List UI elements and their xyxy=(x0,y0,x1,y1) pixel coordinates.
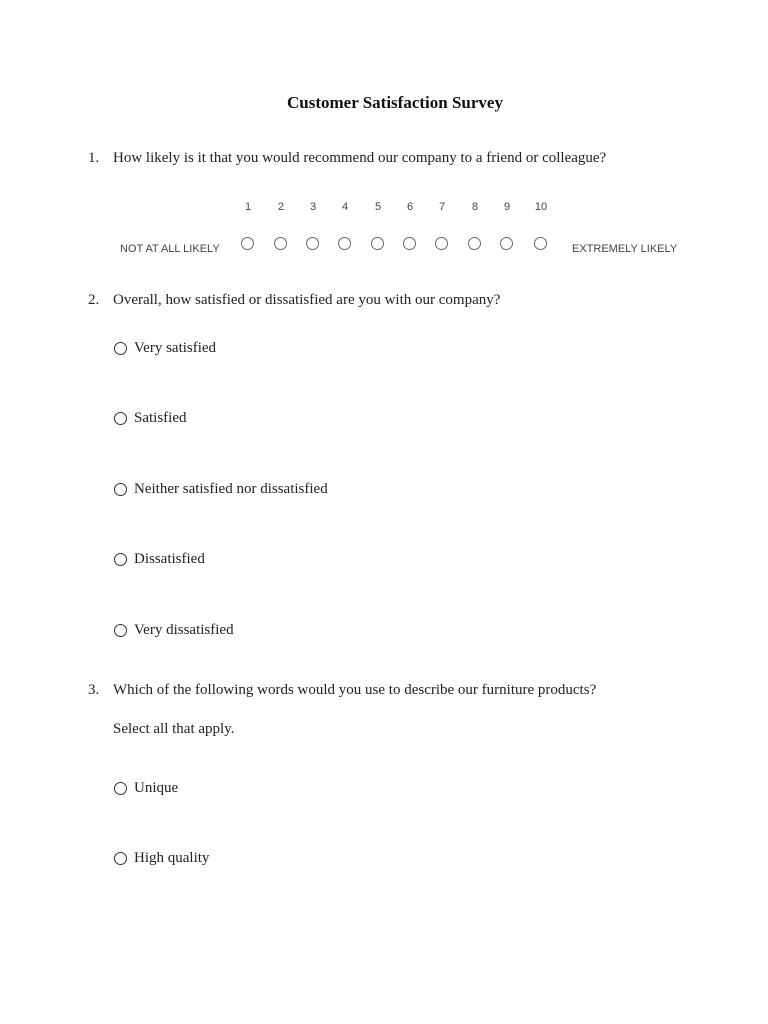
scale-number-10: 10 xyxy=(534,201,548,213)
scale-high-label: EXTREMELY LIKELY xyxy=(572,243,678,255)
scale-radio-3[interactable] xyxy=(306,237,319,250)
question-2-number: 2. xyxy=(88,292,100,308)
scale-number-4: 4 xyxy=(341,201,349,213)
scale-number-3: 3 xyxy=(309,201,317,213)
question-1-number: 1. xyxy=(88,150,100,166)
scale-number-2: 2 xyxy=(277,201,285,213)
question-3-number: 3. xyxy=(88,682,100,698)
scale-radio-6[interactable] xyxy=(403,237,416,250)
scale-number-6: 6 xyxy=(406,201,414,213)
radio-circle-icon[interactable] xyxy=(114,852,127,865)
scale-low-label: NOT AT ALL LIKELY xyxy=(120,243,220,255)
radio-circle-icon[interactable] xyxy=(114,553,127,566)
question-2 xyxy=(88,290,500,310)
option-very-dissatisfied[interactable] xyxy=(114,620,234,640)
scale-number-7: 7 xyxy=(438,201,446,213)
scale-radio-7[interactable] xyxy=(435,237,448,250)
question-3 xyxy=(88,680,596,700)
option-label: High quality xyxy=(134,850,210,866)
scale-radio-8[interactable] xyxy=(468,237,481,250)
radio-circle-icon[interactable] xyxy=(114,624,127,637)
scale-radio-9[interactable] xyxy=(500,237,513,250)
survey-title: Customer Satisfaction Survey xyxy=(287,93,503,112)
option-label: Unique xyxy=(134,780,179,796)
scale-number-5: 5 xyxy=(374,201,382,213)
radio-circle-icon[interactable] xyxy=(114,483,127,496)
scale-number-1: 1 xyxy=(244,201,252,213)
scale-radio-1[interactable] xyxy=(241,237,254,250)
option-label: Neither satisfied nor dissatisfied xyxy=(134,481,328,497)
radio-circle-icon[interactable] xyxy=(114,412,127,425)
scale-number-9: 9 xyxy=(503,201,511,213)
scale-radio-4[interactable] xyxy=(338,237,351,250)
option-very-satisfied[interactable] xyxy=(114,338,216,358)
question-2-text: Overall, how satisfied or dissatisfied are you with our company? xyxy=(113,292,501,308)
scale-radio-10[interactable] xyxy=(534,237,547,250)
radio-circle-icon[interactable] xyxy=(114,782,127,795)
radio-circle-icon[interactable] xyxy=(114,342,127,355)
question-3-text: Which of the following words would you use to describe our furniture products? xyxy=(113,682,597,698)
scale-radio-5[interactable] xyxy=(371,237,384,250)
option-high-quality[interactable] xyxy=(114,848,209,868)
question-3-note: Select all that apply. xyxy=(113,721,235,737)
question-1-text: How likely is it that you would recommend our company to a friend or colleague? xyxy=(113,150,607,166)
scale-number-8: 8 xyxy=(471,201,479,213)
option-label: Very dissatisfied xyxy=(134,622,234,638)
option-neither[interactable] xyxy=(114,479,328,499)
question-1 xyxy=(88,148,606,168)
option-label: Very satisfied xyxy=(134,340,217,356)
option-unique[interactable] xyxy=(114,778,178,798)
option-label: Dissatisfied xyxy=(134,551,205,567)
scale-radio-2[interactable] xyxy=(274,237,287,250)
option-dissatisfied[interactable] xyxy=(114,549,205,569)
option-satisfied[interactable] xyxy=(114,408,187,428)
option-label: Satisfied xyxy=(134,410,187,426)
